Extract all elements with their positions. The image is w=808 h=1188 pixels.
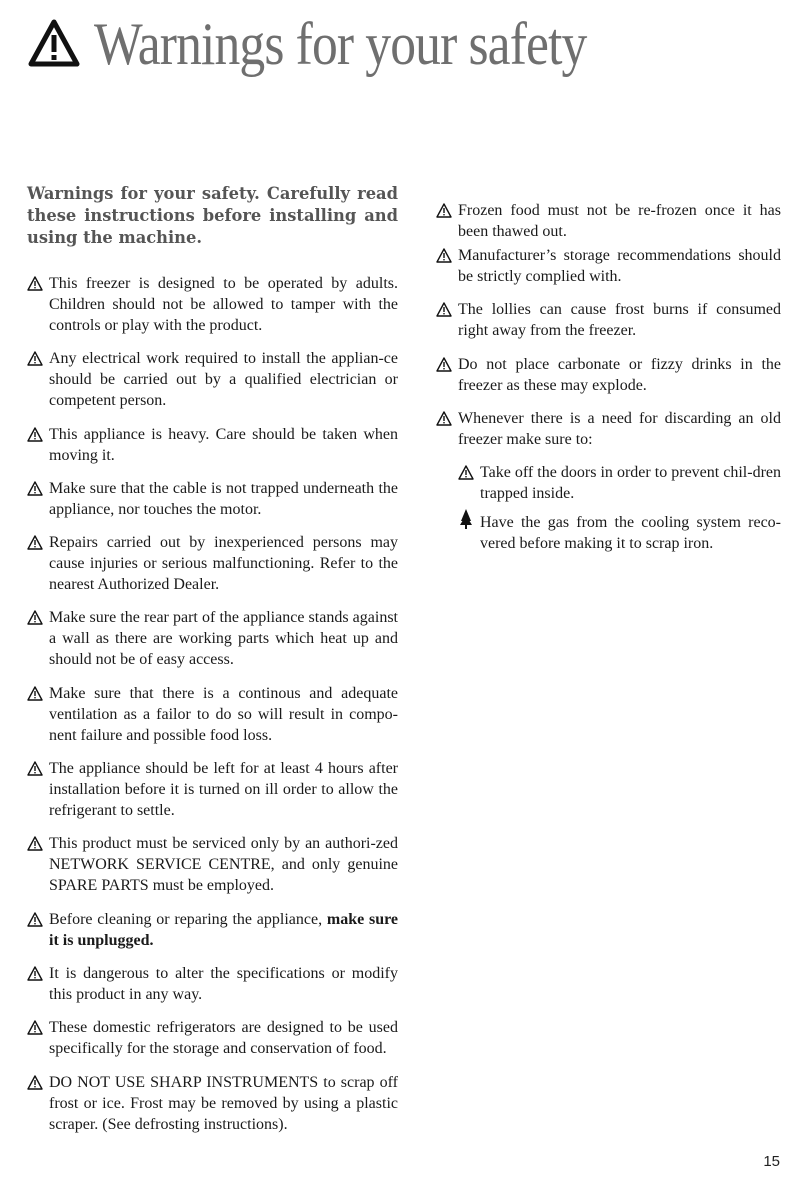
warning-item [27,478,398,520]
left-column [27,183,398,1147]
warning-item [27,833,398,896]
warning-item [27,1072,398,1135]
tree-icon [458,509,474,529]
page-header [28,11,667,77]
warning-triangle-icon [27,836,43,851]
warning-triangle-icon [28,18,80,70]
warning-item [27,348,398,411]
warning-text: This freezer is designed to be operated by adults. Children should not be allowed to tamper with the controls or play with the product. [49,275,398,334]
warning-item [27,1017,398,1059]
page-title: Warnings for your safety [94,11,587,77]
warning-triangle-icon [27,427,43,442]
warning-text: Take off the doors in order to prevent chil-dren trapped inside. [480,464,781,503]
discard-step-item [436,512,781,554]
warning-triangle-icon [27,966,43,981]
warning-text: Whenever there is a need for discarding an old freezer make sure to: [458,409,781,448]
warning-text: DO NOT USE SHARP INSTRUMENTS to scrap off frost or ice. Frost may be removed by using a plastic scraper. (See defrosting instructions). [49,1073,398,1133]
warning-triangle-icon [27,761,43,776]
warning-text: The appliance should be left for at least 4 hours after installation before it is turned on ill order to allow the refrigerant to settle. [49,760,398,820]
warning-item [436,299,781,341]
warning-text: Make sure that the cable is not trapped underneath the appliance, nor touches the motor. [49,479,398,518]
discard-step-item [436,462,781,504]
intro-text: Warnings for your safety. Carefully read these instructions before installing and using the machine. [27,184,398,247]
warning-triangle-icon [436,411,452,426]
warning-item [27,607,398,670]
right-column [436,200,781,566]
warning-triangle-icon [27,912,43,927]
warning-triangle-icon [436,302,452,317]
warning-text: Before cleaning or reparing the appliance, [49,910,327,928]
warning-item [436,200,781,242]
warning-text: Make sure the rear part of the appliance stands against a wall as there are working parts which heat up and should not be of easy access. [49,609,398,669]
warning-text: It is dangerous to alter the specifications or modify this product in any way. [49,964,398,1003]
warning-item [27,758,398,821]
warning-triangle-icon [436,248,452,263]
warning-item [27,424,398,466]
warning-triangle-icon [27,276,43,291]
warning-item [436,354,781,396]
warning-text: Frozen food must not be re-frozen once it has been thawed out. [458,202,781,240]
warning-triangle-icon [27,351,43,366]
warning-text: The lollies can cause frost burns if consumed right away from the freezer. [458,301,781,340]
warning-text: Manufacturer’s storage recommendations should be strictly complied with. [458,247,781,285]
warning-item [27,963,398,1005]
warning-item [27,909,398,951]
warning-triangle-icon [436,357,452,372]
warning-triangle-icon [27,1020,43,1035]
warning-triangle-icon [27,1075,43,1090]
warning-item [27,532,398,595]
warning-text: This product must be serviced only by an authori-zed NETWORK SERVICE CENTRE, and only genuine SPARE PARTS must be employed. [49,835,398,895]
warning-triangle-icon [436,203,452,218]
warning-item [436,245,781,287]
warning-triangle-icon [27,686,43,701]
warning-list-left [27,273,398,1135]
discard-steps-list [436,462,781,554]
warning-text: Make sure that there is a continous and adequate ventilation as a failor to do so will result in compo-nent failure and possible food loss. [49,684,398,744]
warning-item [27,683,398,746]
warning-item [436,408,781,450]
warning-text: Repairs carried out by inexperienced persons may cause injuries or serious malfunctioning. Refer to the nearest Authorized Dealer. [49,534,398,594]
warning-triangle-icon [27,535,43,550]
warning-list-right [436,200,781,450]
warning-triangle-icon [27,481,43,496]
warning-triangle-icon [458,465,474,480]
warning-text: Have the gas from the cooling system reco-vered before making it to scrap iron. [480,514,781,553]
warning-emphasis: make sure it is unplugged. [49,910,399,949]
warning-item [27,273,398,336]
warning-text: Any electrical work required to install the applian-ce should be carried out by a qualified electrician or competent person. [49,350,398,410]
warning-text: These domestic refrigerators are designed to be used specifically for the storage and conservation of food. [49,1019,398,1058]
warning-text: This appliance is heavy. Care should be taken when moving it. [49,425,398,464]
warning-triangle-icon [27,610,43,625]
warning-text: Do not place carbonate or fizzy drinks in the freezer as these may explode. [458,355,781,394]
page-number: 15 [763,1153,780,1170]
